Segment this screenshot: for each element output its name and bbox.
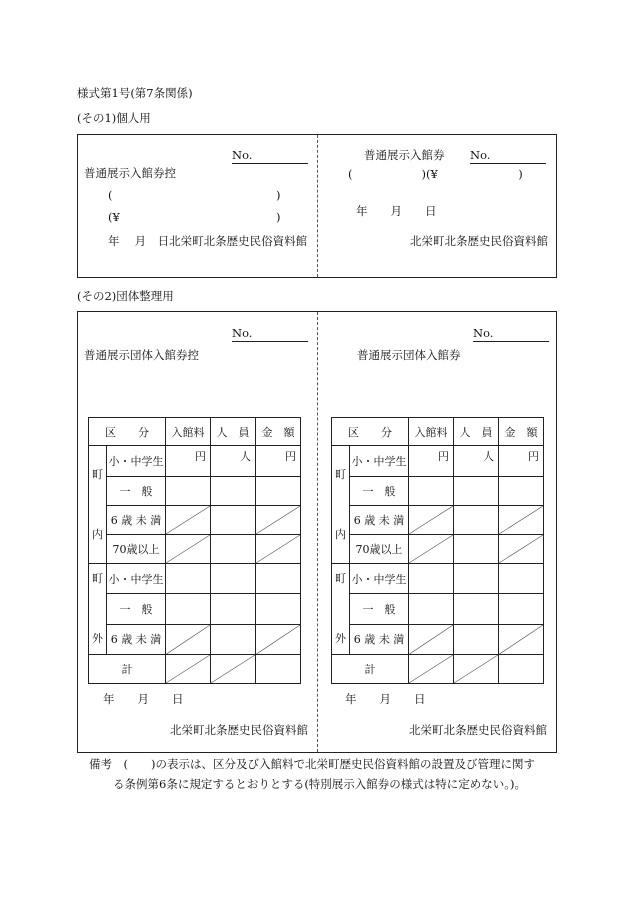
row-label: 一 般	[107, 477, 166, 506]
diagonal-cell	[166, 506, 211, 535]
diagonal-cell	[499, 506, 544, 535]
diagonal-cell	[409, 655, 454, 684]
unit-person: 人	[454, 446, 499, 477]
row-label: 小・中学生	[350, 564, 409, 594]
amount-cell	[256, 477, 301, 506]
ticket-number	[470, 150, 546, 164]
table-row	[332, 535, 544, 564]
fee-cell	[409, 477, 454, 506]
table-row	[89, 624, 301, 654]
count-cell	[211, 535, 256, 564]
diagonal-cell	[454, 655, 499, 684]
row-label: 6 歳 未 満	[107, 624, 166, 654]
row-label: 小・中学生	[107, 446, 166, 477]
count-cell	[211, 594, 256, 624]
note-line-1: 備考 ( )の表示は、区分及び入館料で北栄町歴史民俗資料館の設置及び管理に関す	[89, 757, 535, 771]
count-cell	[454, 564, 499, 594]
diagonal-cell	[409, 624, 454, 654]
amount-cell	[256, 564, 301, 594]
table-row	[332, 594, 544, 624]
perforation-line	[317, 135, 318, 277]
table-row	[332, 477, 544, 506]
ticket-date: 年 月 日	[356, 204, 437, 218]
total-label: 計	[89, 655, 166, 684]
unit-yen: 円	[409, 446, 454, 477]
table-row	[332, 564, 544, 594]
diagonal-cell	[166, 624, 211, 654]
group-label-in: 町 内	[332, 446, 350, 564]
fee-cell	[409, 564, 454, 594]
count-cell	[454, 624, 499, 654]
diagonal-cell	[166, 655, 211, 684]
table-row	[89, 594, 301, 624]
header-count: 人 員	[454, 418, 499, 446]
row-label: 一 般	[107, 594, 166, 624]
amount-cell	[256, 655, 301, 684]
header-fee: 入館料	[166, 418, 211, 446]
diagonal-cell	[409, 535, 454, 564]
stub-amount-open: (¥	[108, 210, 120, 224]
count-cell	[211, 506, 256, 535]
diagonal-cell	[211, 655, 256, 684]
unit-person: 人	[211, 446, 256, 477]
group-ticket-number-label: No.	[473, 328, 549, 342]
group-label-out: 町 外	[89, 564, 107, 655]
total-label: 計	[332, 655, 409, 684]
stub-date-issuer: 年 月 日北栄町北条歴史民俗資料館	[108, 234, 308, 248]
unit-yen: 円	[499, 446, 544, 477]
header-fee: 入館料	[409, 418, 454, 446]
unit-yen: 円	[256, 446, 301, 477]
group-stub-date: 年 月 日	[103, 692, 184, 706]
amount-cell	[499, 594, 544, 624]
stub-amount-close: )	[276, 210, 281, 224]
ticket-issuer: 北栄町北条歴史民俗資料館	[410, 234, 548, 248]
table-row	[89, 446, 301, 477]
ticket-number-label: No.	[470, 150, 546, 164]
count-cell	[211, 624, 256, 654]
count-cell	[211, 477, 256, 506]
table-row	[89, 655, 301, 684]
table-row	[332, 446, 544, 477]
perforation-line-2	[317, 312, 318, 752]
diagonal-cell	[409, 506, 454, 535]
amount-cell	[256, 594, 301, 624]
header-amount: 金 額	[499, 418, 544, 446]
row-label: 小・中学生	[107, 564, 166, 594]
fee-cell	[166, 564, 211, 594]
group-label-out: 町 外	[332, 564, 350, 655]
table-row	[332, 506, 544, 535]
table-row	[332, 655, 544, 684]
note-line-2: る条例第6条に規定するとおりとする(特別展示入館券の様式は特に定めない。)。	[113, 777, 527, 791]
group-stub-fee-table	[88, 417, 301, 684]
part1-heading: (その1)個人用	[77, 111, 151, 125]
ticket-title: 普通展示入館券	[364, 148, 445, 162]
amount-cell	[499, 655, 544, 684]
group-ticket-fee-table	[331, 417, 544, 684]
group-ticket-issuer: 北栄町北条歴史民俗資料館	[409, 723, 547, 737]
row-label: 小・中学生	[350, 446, 409, 477]
group-stub-issuer: 北栄町北条歴史民俗資料館	[170, 723, 308, 737]
table-row	[89, 506, 301, 535]
row-label: 6 歳 未 満	[350, 506, 409, 535]
table-row	[89, 535, 301, 564]
group-stub-number-label: No.	[232, 328, 308, 342]
stub-title: 普通展示入館券控	[84, 166, 176, 180]
count-cell	[454, 506, 499, 535]
diagonal-cell	[499, 624, 544, 654]
count-cell	[454, 477, 499, 506]
header-category: 区 分	[332, 418, 409, 446]
part2-heading: (その2)団体整理用	[77, 289, 174, 303]
row-label: 70歳以上	[107, 535, 166, 564]
fee-cell	[166, 477, 211, 506]
group-ticket-title: 普通展示団体入館券	[357, 348, 461, 362]
row-label: 70歳以上	[350, 535, 409, 564]
header-category: 区 分	[89, 418, 166, 446]
table-row	[89, 477, 301, 506]
row-label: 6 歳 未 満	[350, 624, 409, 654]
diagonal-cell	[499, 535, 544, 564]
table-row	[89, 564, 301, 594]
row-label: 6 歳 未 満	[107, 506, 166, 535]
diagonal-cell	[256, 624, 301, 654]
group-ticket-number	[473, 328, 549, 342]
group-stub-title: 普通展示団体入館券控	[84, 348, 199, 362]
diagonal-cell	[256, 506, 301, 535]
count-cell	[454, 594, 499, 624]
stub-category-open: (	[108, 188, 113, 202]
row-label: 一 般	[350, 594, 409, 624]
row-label: 一 般	[350, 477, 409, 506]
form-title: 様式第1号(第7条関係)	[77, 86, 193, 100]
amount-cell	[499, 477, 544, 506]
count-cell	[454, 535, 499, 564]
count-cell	[211, 564, 256, 594]
stub-category-close: )	[276, 188, 281, 202]
ticket-category-amount: ( )(¥ )	[348, 167, 523, 181]
header-count: 人 員	[211, 418, 256, 446]
group-stub-number	[232, 328, 308, 342]
header-amount: 金 額	[256, 418, 301, 446]
stub-number	[232, 150, 308, 164]
fee-cell	[409, 594, 454, 624]
table-row	[332, 624, 544, 654]
group-label-in: 町 内	[89, 446, 107, 564]
group-ticket-date: 年 月 日	[345, 692, 426, 706]
amount-cell	[499, 564, 544, 594]
diagonal-cell	[256, 535, 301, 564]
diagonal-cell	[166, 535, 211, 564]
unit-yen: 円	[166, 446, 211, 477]
stub-number-label: No.	[232, 150, 308, 164]
fee-cell	[166, 594, 211, 624]
